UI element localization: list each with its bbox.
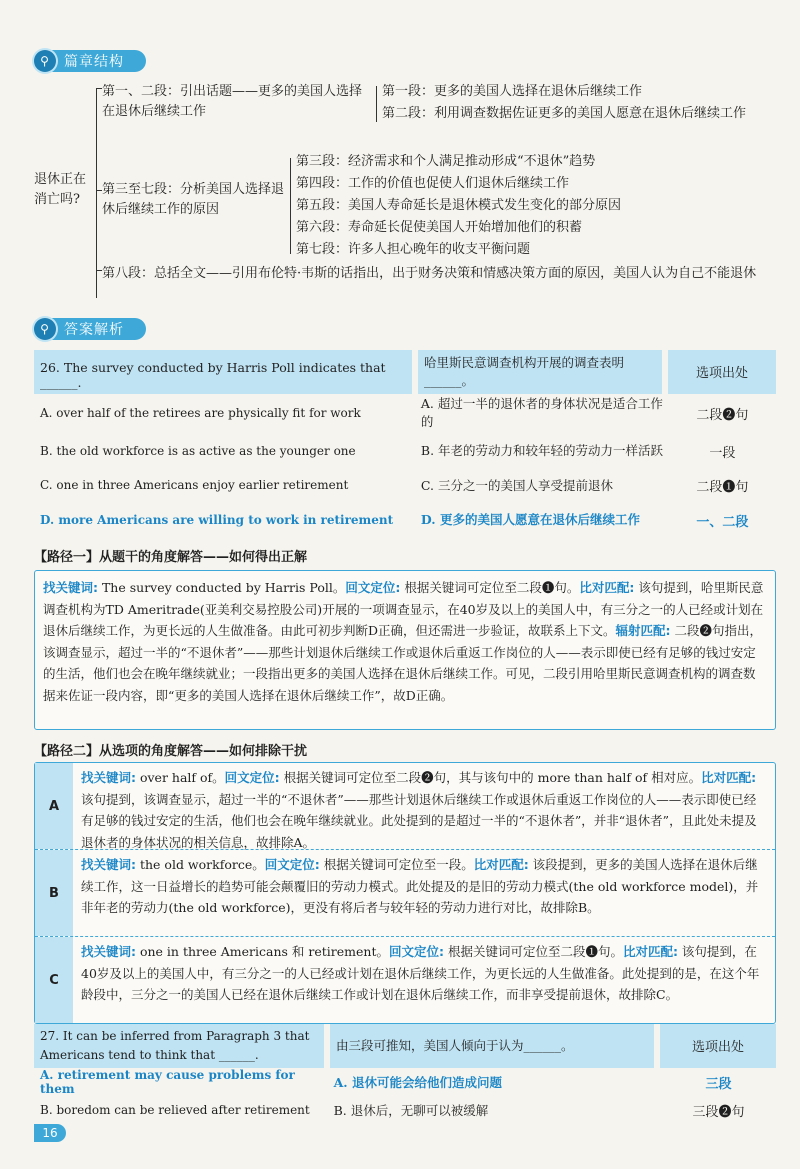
page-number: 16 <box>34 1124 66 1142</box>
structure-heading-pill <box>34 50 146 72</box>
q26-option-d-correct: D. more Americans are willing to work in retirement D. 更多的美国人愿意在退休后继续工作 一、二段 <box>40 512 749 530</box>
q27-option-a-correct: A. retirement may cause problems for them A. 退休可能会给他们造成问题 三段 <box>40 1068 732 1096</box>
answers-heading-pill <box>34 318 146 340</box>
magnifier-icon: ⚲ <box>34 50 56 72</box>
group1-label: 第一、二段：引出话题——更多的美国人选择在退休后继续工作 <box>102 84 363 119</box>
path1-box: 找关键词: The survey conducted by Harris Poll。回文定位: 根据关键词可定位至二段❶句。比对匹配: 该句提到，哈里斯民意调查机构为TD Ameritrade(亚美利交易控股公司)开展的一项调查显示，在40岁及以上的美国人中，有三分之一的人已经或计划在退休后继续工作，为更长远的人生做准备。由此可初步判断D正确，但还需进一步验证，故联系上下文。辐射匹配: 二段❷句指出，该调查显示，超过一半的“不退休者”——那些计划退休后继续工作或退休后重返工作岗位的人——表示即使已经有足够的钱过安定的生活，他们也会在晚年继续就业；一段指出更多的美国人选择在退休后继续工作。可见，二段引用哈里斯民意调查机构的调查数据来佐证一段内容，即“更多的美国人选择在退休后继续工作”，故D正确。 <box>34 570 776 730</box>
group2-item-4: 第六段：寿命延长促使美国人开始增加他们的积蓄 <box>296 220 583 235</box>
q26-option-c: C. one in three Americans enjoy earlier retirement C. 三分之一的美国人享受提前退休 二段❶句 <box>40 478 749 495</box>
group2-item-3: 第五段：美国人寿命延长是退休模式发生变化的部分原因 <box>296 198 622 213</box>
group2-item-2: 第四段：工作的价值也促使人们退休后继续工作 <box>296 176 570 191</box>
path2-row-a: A 找关键词: over half of。回文定位: 根据关键词可定位至二段❷句，其与该句中的 more than half of 相对应。比对匹配: 该句提到，该调查显示，超过一半的“不退休者”——那些计划退休后继续工作或退休后重返工作岗位的人——表示即使已经有足够的钱过安定的生活，他们也会在晚年继续就业。此处提到的是超过一半的“不退休者”，并非“退休者”，且此处未提及退休者的身体状况的相关信息，故排除A。 <box>35 763 775 850</box>
path2-title: 【路径二】从选项的角度解答——如何排除干扰 <box>34 744 308 759</box>
group2-item-5: 第七段：许多人担心晚年的收支平衡问题 <box>296 242 531 257</box>
path2-row-c: C 找关键词: one in three Americans 和 retirement。回文定位: 根据关键词可定位至二段❶句。比对匹配: 该句提到，在40岁及以上的美国人中，有三分之一的人已经或计划在退休后继续工作，为更长远的人生做准备。此处提到的是，在这个年龄段中，三分之一的美国人已经在退休后继续工作或计划在退休后继续工作，而非享受提前退休，故排除C。 <box>35 937 775 1023</box>
q27-stem-en: 27. It can be inferred from Paragraph 3 that Americans tend to think that ______. <box>34 1024 324 1068</box>
group2-item-1: 第三段：经济需求和个人满足推动形成“不退休”趋势 <box>296 154 596 169</box>
q26-table <box>34 350 776 540</box>
q26-option-b: B. the old workforce is as active as the younger one B. 年老的劳动力和较年轻的劳动力一样活跃 一段 <box>40 443 736 461</box>
q26-source-header: 选项出处 <box>668 350 776 394</box>
q26-stem-en: 26. The survey conducted by Harris Poll indicates that ______. <box>34 350 412 394</box>
q26-stem-zh: 哈里斯民意调查机构开展的调查表明______。 <box>418 350 662 394</box>
structure-heading: 篇章结构 <box>64 54 124 70</box>
q27-stem-zh: 由三段可推知，美国人倾向于认为______。 <box>330 1024 654 1068</box>
path2-box <box>34 762 776 1024</box>
q26-option-a: A. over half of the retirees are physically fit for work A. 超过一半的退休者的身体状况是适合工作的 二段❷句 <box>40 396 749 429</box>
q27-table <box>34 1024 776 1124</box>
q27-source-header: 选项出处 <box>660 1024 776 1068</box>
group1-item-1: 第一段：更多的美国人选择在退休后继续工作 <box>382 84 643 99</box>
group2-label: 第三至七段：分析美国人选择退休后继续工作的原因 <box>102 182 285 217</box>
path1-title: 【路径一】从题干的角度解答——如何得出正解 <box>34 550 308 565</box>
magnifier-icon: ⚲ <box>34 318 56 340</box>
structure-root: 退休正在消亡吗? <box>34 172 87 207</box>
root-brace <box>96 88 97 298</box>
answers-heading: 答案解析 <box>64 322 124 338</box>
group3-label: 第八段：总括全文——引用布伦特·韦斯的话指出，出于财务决策和情感决策方面的原因，美国人认为自己不能退休 <box>102 266 757 281</box>
group1-item-2: 第二段：利用调查数据佐证更多的美国人愿意在退休后继续工作 <box>382 106 747 121</box>
q27-option-b: B. boredom can be relieved after retirement B. 退休后，无聊可以被缓解 三段❷句 <box>40 1103 745 1120</box>
path2-row-b: B 找关键词: the old workforce。回文定位: 根据关键词可定位至一段。比对匹配: 该段提到，更多的美国人选择在退休后继续工作，这一日益增长的趋势可能会颠覆旧的劳动力模式。此处提及的是旧的劳动力模式(the old workforce model)，并非年老的劳动力(the old workforce)，更没有将后者与较年轻的劳动力进行对比，故排除B。 <box>35 850 775 937</box>
structure-tree <box>34 82 774 307</box>
